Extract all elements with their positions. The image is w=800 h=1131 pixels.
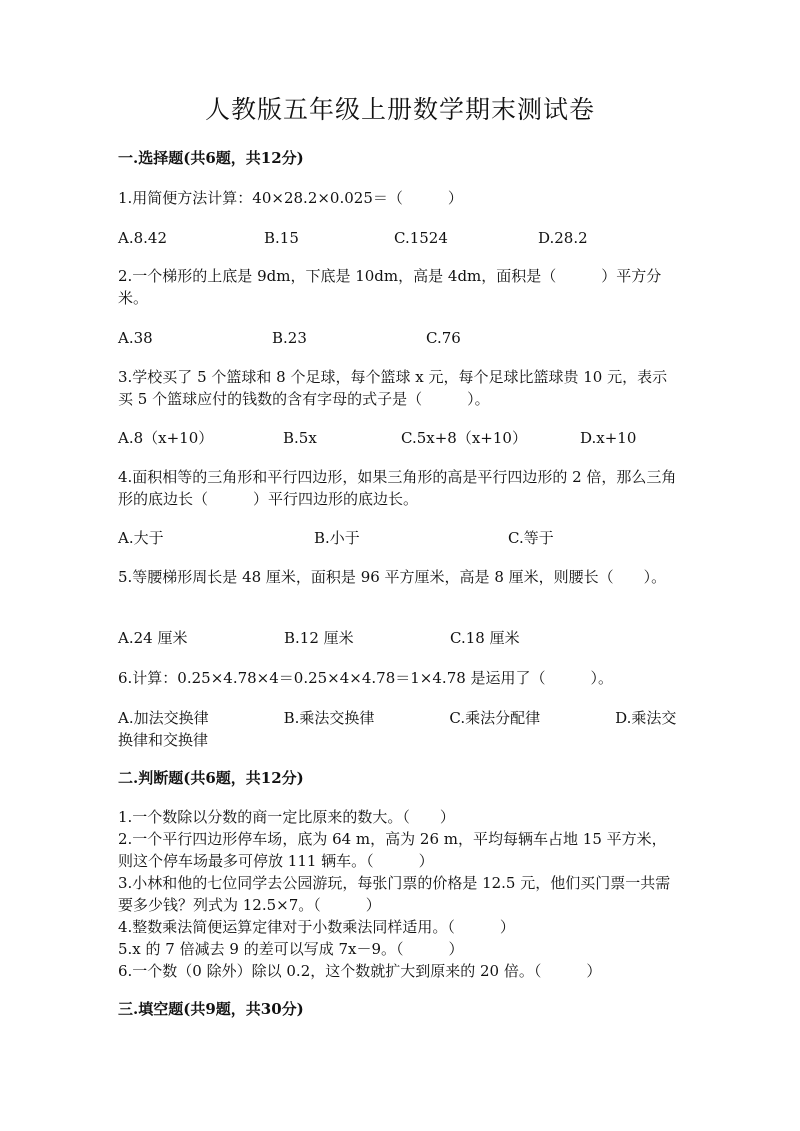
judgment-item-1: 1.一个数除以分数的商一定比原来的数大。（ ） [118, 808, 455, 826]
option-b: B.12 厘米 [284, 629, 354, 647]
option-a: A.38 [118, 329, 153, 347]
option-b: B.小于 [314, 529, 360, 547]
question-1: 1.用简便方法计算：40×28.2×0.025＝（ ） [118, 189, 463, 207]
question-3: 3.学校买了 5 个篮球和 8 个足球，每个篮球 x 元，每个足球比篮球贵 10 元，表示买 5 个篮球应付的钱数的含有字母的式子是（ ）。 [118, 368, 668, 408]
question-4: 4.面积相等的三角形和平行四边形，如果三角形的高是平行四边形的 2 倍，那么三角形的底边长（ ）平行四边形的底边长。 [118, 468, 677, 508]
judgment-item-2: 2.一个平行四边形停车场，底为 64 m，高为 26 m，平均每辆车占地 15 平方米， 则这个停车场最多可停放 111 辆车。（ ） [118, 830, 675, 870]
option-d: D.x+10 [580, 429, 637, 447]
option-d: D.28.2 [538, 229, 588, 247]
option-b: B.15 [264, 229, 299, 247]
option-c: C.18 厘米 [450, 629, 520, 647]
section-heading-fill-blank: 三.填空题(共9题，共30分) [118, 1000, 304, 1018]
question-4-options [118, 527, 698, 549]
option-a: A.24 厘米 [118, 629, 188, 647]
question-5-options [118, 627, 698, 649]
option-a: A.大于 [118, 529, 164, 547]
section-heading-choice: 一.选择题(共6题，共12分) [118, 149, 304, 167]
option-c: C.等于 [508, 529, 554, 547]
question-5: 5.等腰梯形周长是 48 厘米，面积是 96 平方厘米，高是 8 厘米，则腰长（ ）。 [118, 568, 667, 586]
judgment-item-4: 4.整数乘法简便运算定律对于小数乘法同样适用。（ ） [118, 918, 515, 936]
option-a: A.8（x+10） [118, 429, 214, 447]
option-b: B.23 [272, 329, 307, 347]
option-b: B.5x [283, 429, 317, 447]
option-c: C.76 [426, 329, 461, 347]
judgment-item-3: 3.小林和他的七位同学去公园游玩，每张门票的价格是 12.5 元，他们买门票一共需要多少钱？列式为 12.5×7。（ ） [118, 874, 671, 914]
judgment-item-6: 6.一个数（0 除外）除以 0.2，这个数就扩大到原来的 20 倍。（ ） [118, 962, 602, 980]
judgment-item-5: 5.x 的 7 倍减去 9 的差可以写成 7x－9。（ ） [118, 940, 464, 958]
question-1-options [118, 227, 698, 249]
option-a: A.8.42 [118, 229, 167, 247]
option-c: C.5x+8（x+10） [401, 429, 527, 447]
question-2-options [118, 327, 698, 349]
question-6: 6.计算：0.25×4.78×4＝0.25×4×4.78＝1×4.78 是运用了（ ）。 [118, 669, 614, 687]
question-2: 2.一个梯形的上底是 9dm，下底是 10dm，高是 4dm，面积是（ ）平方分米。 [118, 267, 662, 307]
option-c: C.1524 [394, 229, 448, 247]
question-3-options [118, 427, 698, 449]
page-title: 人教版五年级上册数学期末测试卷 [204, 95, 595, 124]
section-heading-true-false: 二.判断题(共6题，共12分) [118, 769, 304, 787]
question-6-options: A.加法交换律 B.乘法交换律 C.乘法分配律 D.乘法交换律和交换律 [118, 709, 677, 749]
